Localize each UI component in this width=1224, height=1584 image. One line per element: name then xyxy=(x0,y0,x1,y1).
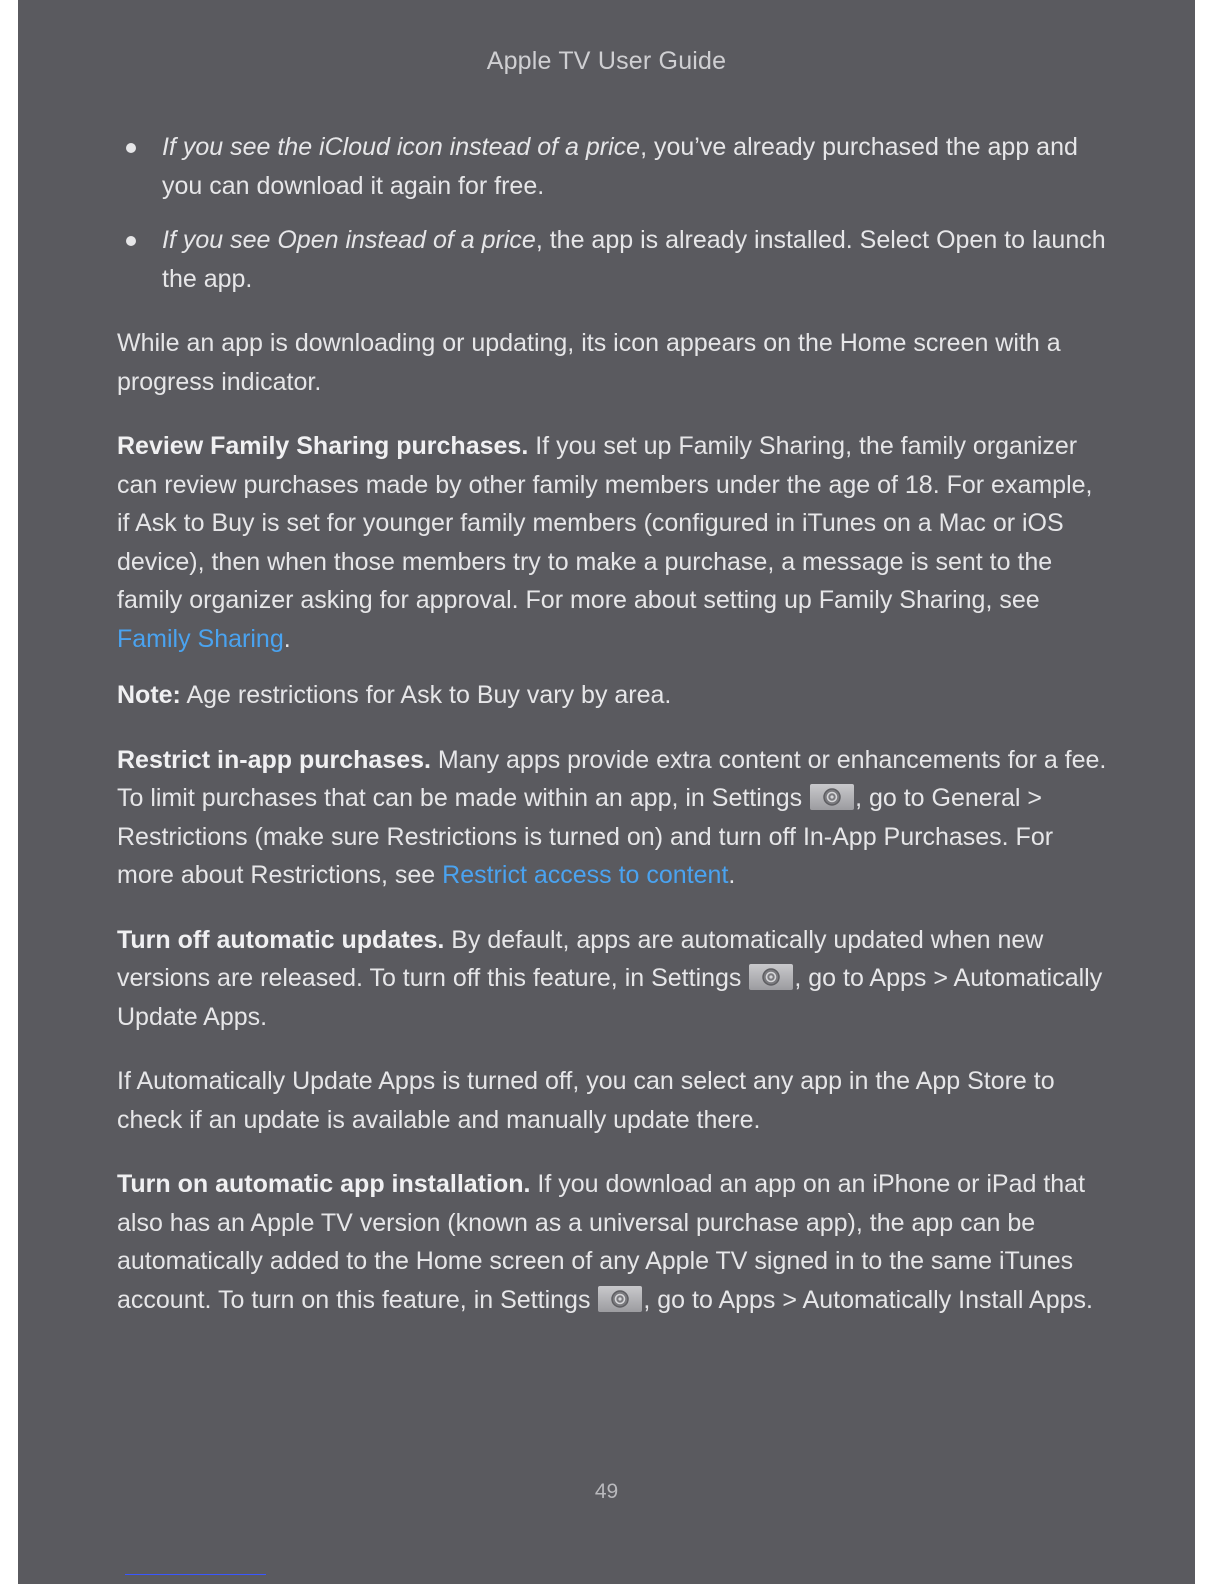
manual-update-text: If Automatically Update Apps is turned off, you can select any app in the App Store to check if an update is available and manually update there. xyxy=(117,1067,1055,1134)
restrict-text-1: Many apps provide extra content or enhancements for a fee. To limit purchases that can be made within an app, in Settings xyxy=(117,745,1107,812)
family-sharing-text: If you set up Family Sharing, the family organizer can review purchases made by other family members under the age of 18. For example, if Ask to Buy is set for younger family members (configured in iTunes on a Mac or iOS device), then when those members try to make a purchase, a message is sent to the family organizer asking for approval. For more about setting up Family Sharing, see xyxy=(117,432,1093,614)
downloading-text: While an app is downloading or updating, its icon appears on the Home screen with a progress indicator. xyxy=(117,329,1061,396)
manual-update-paragraph xyxy=(117,1062,1107,1139)
restrict-end: . xyxy=(728,861,736,889)
bullet-icon xyxy=(126,143,136,153)
settings-gear-icon xyxy=(598,1286,642,1312)
updates-text-2: , go to Apps > Automatically Update Apps. xyxy=(117,964,1103,1031)
note-label: Note: xyxy=(117,681,181,709)
page-header-title: Apple TV User Guide xyxy=(486,47,727,75)
page-content xyxy=(117,128,1107,1345)
downloading-paragraph xyxy=(117,324,1107,401)
install-text-1: If you download an app on an iPhone or iPad that also has an Apple TV version (known as a universal purchase app), the app can be automatically added to the Home screen of any Apple TV signed in to the same iTunes account. To turn on this feature, in Settings xyxy=(117,1170,1086,1314)
list-item xyxy=(117,128,1107,205)
updates-text-1: By default, apps are automatically updated when new versions are released. To turn off this feature, in Settings xyxy=(117,925,1044,992)
list-item xyxy=(117,221,1107,298)
updates-heading: Turn off automatic updates. xyxy=(117,925,445,954)
settings-gear-icon xyxy=(810,784,854,810)
bullet-text: , you’ve already purchased the app and you can download it again for free. xyxy=(162,133,1078,200)
family-sharing-heading: Review Family Sharing purchases. xyxy=(117,432,529,460)
family-sharing-link[interactable]: Family Sharing xyxy=(117,624,284,653)
install-heading: Turn on automatic app installation. xyxy=(117,1170,531,1198)
restrict-text-2: , go to General > Restrictions (make sure Restrictions is turned on) and turn off In-App Purchases. For more about Restrictions, see xyxy=(117,784,1054,889)
install-text-2: , go to Apps > Automatically Install Apps. xyxy=(643,1285,1093,1314)
bullet-icon xyxy=(126,236,136,246)
bullet-list xyxy=(117,128,1107,298)
footer-link-underline xyxy=(125,1574,266,1575)
page-number: 49 xyxy=(594,1480,619,1503)
document-page xyxy=(18,0,1195,1584)
family-sharing-end: . xyxy=(283,624,291,653)
settings-gear-icon xyxy=(749,964,793,990)
restrict-paragraph xyxy=(117,741,1107,895)
install-paragraph xyxy=(117,1165,1107,1319)
note-text: Age restrictions for Ask to Buy vary by area. xyxy=(180,681,672,709)
family-sharing-paragraph xyxy=(117,427,1107,658)
bullet-italic-lead: If you see Open instead of a price xyxy=(162,226,536,254)
note-paragraph xyxy=(117,676,1107,715)
bullet-italic-lead: If you see the iCloud icon instead of a price xyxy=(162,133,641,161)
restrict-access-link[interactable]: Restrict access to content xyxy=(442,861,729,889)
restrict-heading: Restrict in-app purchases. xyxy=(117,745,431,774)
bullet-text: , the app is already installed. Select Open to launch the app. xyxy=(162,226,1106,293)
updates-paragraph xyxy=(117,921,1107,1037)
